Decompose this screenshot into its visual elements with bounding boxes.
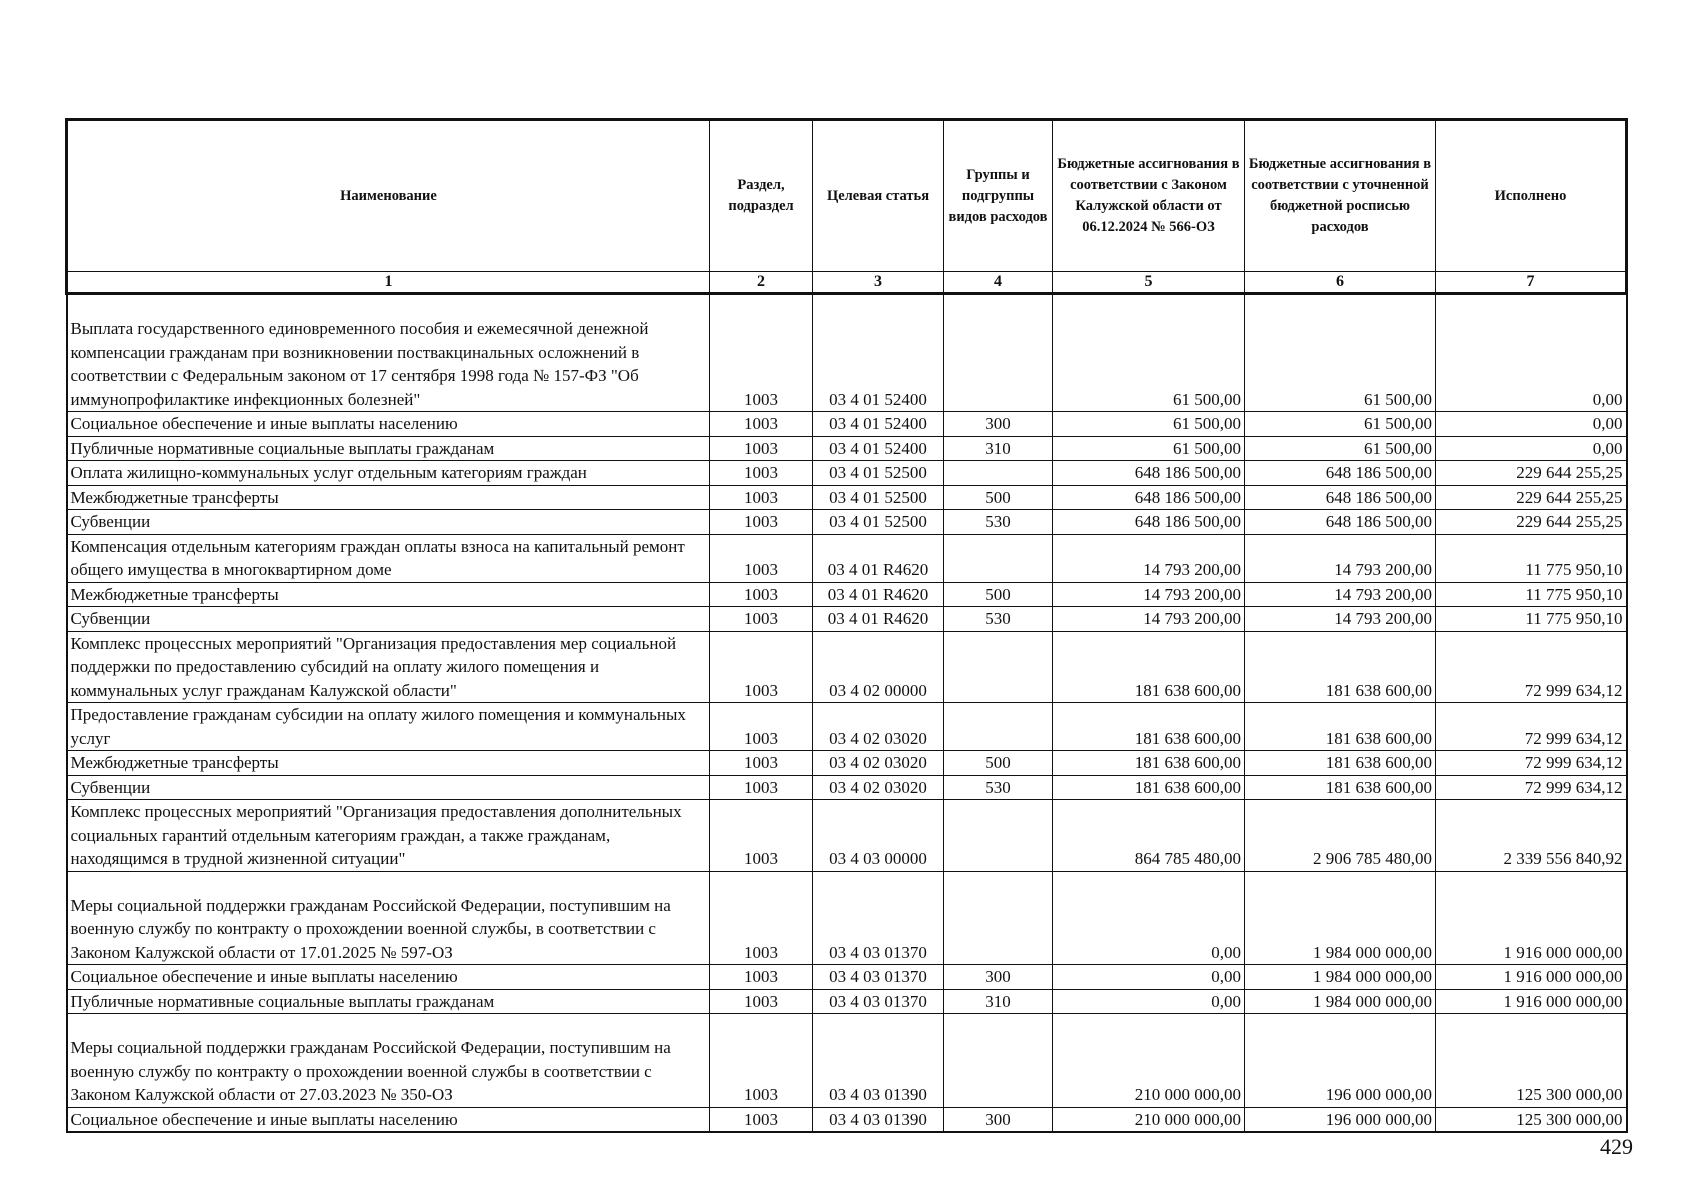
row-section: 1003 [710,1014,813,1108]
row-group: 530 [944,607,1053,632]
header-refined-allocation: Бюджетные ассигнования в соответствии с уточненной бюджетной росписью расходов [1245,120,1436,272]
row-section: 1003 [710,485,813,510]
row-target: 03 4 01 R4620 [813,534,944,582]
header-section: Раздел, подраздел [710,120,813,272]
row-section: 1003 [710,751,813,776]
row-section: 1003 [710,965,813,990]
row-refined-allocation: 14 793 200,00 [1245,582,1436,607]
row-section: 1003 [710,703,813,751]
row-executed: 0,00 [1436,294,1627,412]
row-law-allocation: 648 186 500,00 [1053,461,1245,486]
row-name: Субвенции [67,607,710,632]
row-law-allocation: 61 500,00 [1053,294,1245,412]
row-group: 500 [944,751,1053,776]
row-target: 03 4 01 52500 [813,485,944,510]
row-name: Межбюджетные трансферты [67,582,710,607]
row-law-allocation: 14 793 200,00 [1053,607,1245,632]
row-executed: 11 775 950,10 [1436,582,1627,607]
row-group: 310 [944,989,1053,1014]
row-refined-allocation: 1 984 000 000,00 [1245,989,1436,1014]
row-refined-allocation: 181 638 600,00 [1245,775,1436,800]
budget-sheet [65,118,1625,1133]
row-law-allocation: 864 785 480,00 [1053,800,1245,872]
row-executed: 125 300 000,00 [1436,1107,1627,1132]
row-law-allocation: 0,00 [1053,989,1245,1014]
table-row [67,751,1627,776]
row-name: Предоставление гражданам субсидии на оплату жилого помещения и коммунальных услуг [67,703,710,751]
column-number: 4 [944,272,1053,294]
table-row [67,1014,1627,1108]
row-law-allocation: 210 000 000,00 [1053,1014,1245,1108]
table-row [67,412,1627,437]
header-executed: Исполнено [1436,120,1627,272]
row-target: 03 4 01 52400 [813,412,944,437]
header-row [67,120,1627,272]
table-body [67,294,1627,1133]
row-law-allocation: 181 638 600,00 [1053,631,1245,703]
table-row [67,436,1627,461]
row-target: 03 4 02 00000 [813,631,944,703]
row-section: 1003 [710,412,813,437]
table-row [67,989,1627,1014]
row-name: Меры социальной поддержки гражданам Российской Федерации, поступившим на военную службу по контракту о прохождении военной службы в соответствии с Законом Калужской области от 27.03.2023 № 350-ОЗ [67,1014,710,1108]
row-law-allocation: 61 500,00 [1053,412,1245,437]
row-name: Оплата жилищно-коммунальных услуг отдельным категориям граждан [67,461,710,486]
table-row [67,775,1627,800]
row-group [944,1014,1053,1108]
row-refined-allocation: 648 186 500,00 [1245,510,1436,535]
row-law-allocation: 648 186 500,00 [1053,485,1245,510]
row-name: Социальное обеспечение и иные выплаты населению [67,1107,710,1132]
row-section: 1003 [710,989,813,1014]
row-section: 1003 [710,607,813,632]
row-name: Публичные нормативные социальные выплаты гражданам [67,989,710,1014]
row-refined-allocation: 1 984 000 000,00 [1245,871,1436,965]
row-target: 03 4 02 03020 [813,775,944,800]
row-refined-allocation: 2 906 785 480,00 [1245,800,1436,872]
row-target: 03 4 03 00000 [813,800,944,872]
row-group [944,461,1053,486]
row-section: 1003 [710,510,813,535]
header-law-allocation: Бюджетные ассигнования в соответствии с Законом Калужской области от 06.12.2024 № 566-ОЗ [1053,120,1245,272]
row-target: 03 4 01 52400 [813,436,944,461]
row-refined-allocation: 648 186 500,00 [1245,485,1436,510]
column-number: 3 [813,272,944,294]
row-executed: 125 300 000,00 [1436,1014,1627,1108]
row-group: 500 [944,582,1053,607]
table-row [67,607,1627,632]
row-name: Межбюджетные трансферты [67,751,710,776]
row-group: 300 [944,965,1053,990]
row-refined-allocation: 14 793 200,00 [1245,607,1436,632]
row-target: 03 4 01 R4620 [813,607,944,632]
row-section: 1003 [710,800,813,872]
table-row [67,534,1627,582]
row-law-allocation: 648 186 500,00 [1053,510,1245,535]
row-target: 03 4 03 01390 [813,1014,944,1108]
row-executed: 72 999 634,12 [1436,631,1627,703]
row-refined-allocation: 1 984 000 000,00 [1245,965,1436,990]
column-number: 1 [67,272,710,294]
row-group [944,871,1053,965]
row-law-allocation: 14 793 200,00 [1053,534,1245,582]
row-refined-allocation: 196 000 000,00 [1245,1014,1436,1108]
row-section: 1003 [710,631,813,703]
row-name: Субвенции [67,510,710,535]
row-refined-allocation: 61 500,00 [1245,294,1436,412]
row-law-allocation: 61 500,00 [1053,436,1245,461]
row-law-allocation: 14 793 200,00 [1053,582,1245,607]
row-refined-allocation: 14 793 200,00 [1245,534,1436,582]
row-law-allocation: 0,00 [1053,965,1245,990]
row-executed: 0,00 [1436,412,1627,437]
column-number: 6 [1245,272,1436,294]
row-section: 1003 [710,775,813,800]
row-target: 03 4 03 01370 [813,965,944,990]
row-executed: 72 999 634,12 [1436,703,1627,751]
row-section: 1003 [710,582,813,607]
column-number: 5 [1053,272,1245,294]
row-name: Выплата государственного единовременного пособия и ежемесячной денежной компенсации гражданам при возникновении поствакцинальных осложнений в соответствии с Федеральным законом от 17 сентября 1998 года № 157-ФЗ "Об иммунопрофилактике инфекционных болезней" [67,294,710,412]
row-section: 1003 [710,294,813,412]
header-group: Группы и подгруппы видов расходов [944,120,1053,272]
column-number: 7 [1436,272,1627,294]
row-executed: 1 916 000 000,00 [1436,965,1627,990]
table-row [67,294,1627,412]
row-executed: 229 644 255,25 [1436,461,1627,486]
row-executed: 2 339 556 840,92 [1436,800,1627,872]
row-target: 03 4 01 52500 [813,510,944,535]
table-row [67,461,1627,486]
row-section: 1003 [710,534,813,582]
column-number: 2 [710,272,813,294]
table-row [67,631,1627,703]
row-name: Субвенции [67,775,710,800]
row-name: Меры социальной поддержки гражданам Российской Федерации, поступившим на военную службу по контракту о прохождении военной службы, в соответствии с Законом Калужской области от 17.01.2025 № 597-ОЗ [67,871,710,965]
row-name: Социальное обеспечение и иные выплаты населению [67,412,710,437]
row-refined-allocation: 181 638 600,00 [1245,631,1436,703]
row-name: Социальное обеспечение и иные выплаты населению [67,965,710,990]
row-name: Публичные нормативные социальные выплаты гражданам [67,436,710,461]
row-executed: 11 775 950,10 [1436,534,1627,582]
row-law-allocation: 181 638 600,00 [1053,775,1245,800]
table-row [67,965,1627,990]
table-row [67,871,1627,965]
row-law-allocation: 181 638 600,00 [1053,703,1245,751]
row-name: Межбюджетные трансферты [67,485,710,510]
row-name: Комплекс процессных мероприятий "Организация предоставления дополнительных социальных гарантий отдельным категориям граждан, а также гражданам, находящимся в трудной жизненной ситуации" [67,800,710,872]
row-section: 1003 [710,436,813,461]
row-name: Компенсация отдельным категориям граждан оплаты взноса на капитальный ремонт общего имущества в многоквартирном доме [67,534,710,582]
row-target: 03 4 01 52400 [813,294,944,412]
row-name: Комплекс процессных мероприятий "Организация предоставления мер социальной поддержки по предоставлению субсидий на оплату жилого помещения и коммунальных услуг гражданам Калужской области" [67,631,710,703]
row-refined-allocation: 61 500,00 [1245,436,1436,461]
row-refined-allocation: 181 638 600,00 [1245,751,1436,776]
page-number: 429 [1600,1134,1633,1159]
row-group [944,703,1053,751]
row-target: 03 4 02 03020 [813,703,944,751]
row-section: 1003 [710,461,813,486]
row-section: 1003 [710,871,813,965]
table-row [67,510,1627,535]
row-group: 500 [944,485,1053,510]
table-row [67,1107,1627,1132]
row-target: 03 4 03 01370 [813,989,944,1014]
header-target: Целевая статья [813,120,944,272]
row-refined-allocation: 61 500,00 [1245,412,1436,437]
header-name: Наименование [67,120,710,272]
row-law-allocation: 181 638 600,00 [1053,751,1245,776]
row-refined-allocation: 196 000 000,00 [1245,1107,1436,1132]
row-group: 300 [944,1107,1053,1132]
row-group [944,631,1053,703]
row-section: 1003 [710,1107,813,1132]
row-executed: 1 916 000 000,00 [1436,871,1627,965]
row-group [944,294,1053,412]
row-target: 03 4 03 01390 [813,1107,944,1132]
row-executed: 72 999 634,12 [1436,775,1627,800]
row-target: 03 4 02 03020 [813,751,944,776]
row-group: 300 [944,412,1053,437]
row-target: 03 4 03 01370 [813,871,944,965]
column-number-row [67,272,1627,294]
row-group [944,534,1053,582]
row-executed: 0,00 [1436,436,1627,461]
row-refined-allocation: 648 186 500,00 [1245,461,1436,486]
row-group: 530 [944,510,1053,535]
row-refined-allocation: 181 638 600,00 [1245,703,1436,751]
table-row [67,703,1627,751]
table-row [67,485,1627,510]
row-executed: 1 916 000 000,00 [1436,989,1627,1014]
row-group [944,800,1053,872]
row-target: 03 4 01 52500 [813,461,944,486]
budget-table [65,118,1628,1133]
row-executed: 229 644 255,25 [1436,510,1627,535]
row-group: 530 [944,775,1053,800]
row-group: 310 [944,436,1053,461]
table-row [67,800,1627,872]
row-executed: 11 775 950,10 [1436,607,1627,632]
row-executed: 72 999 634,12 [1436,751,1627,776]
row-law-allocation: 210 000 000,00 [1053,1107,1245,1132]
table-row [67,582,1627,607]
row-executed: 229 644 255,25 [1436,485,1627,510]
row-law-allocation: 0,00 [1053,871,1245,965]
row-target: 03 4 01 R4620 [813,582,944,607]
